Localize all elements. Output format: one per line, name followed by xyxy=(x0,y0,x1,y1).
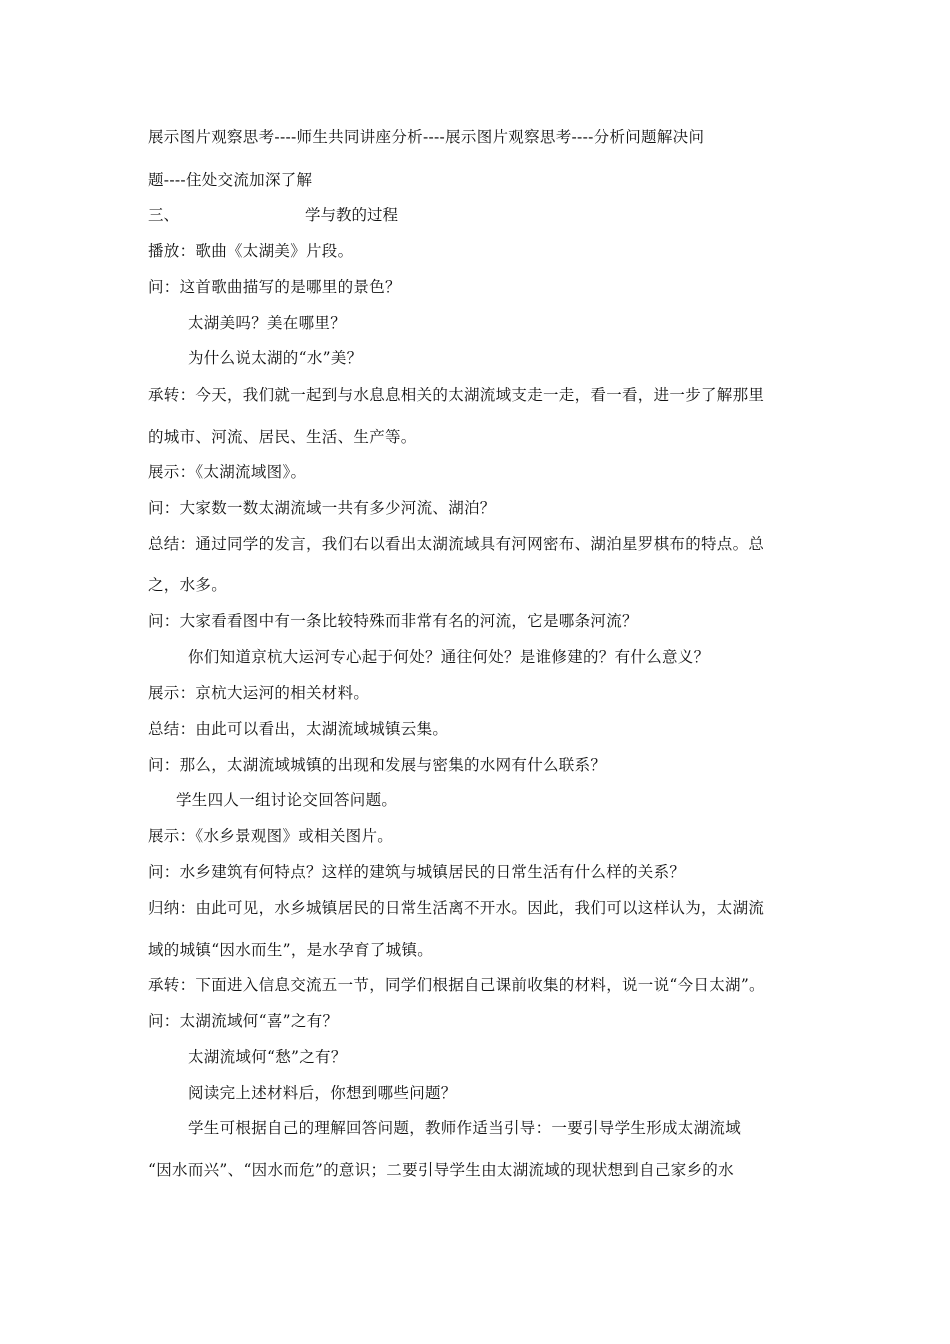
text-line-15: 展示：京杭大运河的相关材料。 xyxy=(148,684,370,702)
text-line-3: 播放：歌曲《太湖美》片段。 xyxy=(148,242,354,260)
text-line-19: 展示：《水乡景观图》或相关图片。 xyxy=(148,827,394,845)
text-line-5: 太湖美吗？美在哪里？ xyxy=(188,314,347,332)
text-line-12: 之，水多。 xyxy=(148,576,228,594)
text-line-27: 学生可根据自己的理解回答问题，教师作适当引导：一要引导学生形成太湖流域 xyxy=(188,1119,742,1137)
section-number: 三、 xyxy=(148,206,180,224)
text-line-6: 为什么说太湖的“水”美？ xyxy=(188,349,363,367)
text-line-18: 学生四人一组讨论交回答问题。 xyxy=(176,791,398,809)
text-line-13: 问：大家看看图中有一条比较特殊而非常有名的河流，它是哪条河流？ xyxy=(148,612,638,630)
text-line-2: 题----住处交流加深了解 xyxy=(148,171,313,189)
text-line-16: 总结：由此可以看出，太湖流域城镇云集。 xyxy=(148,720,449,738)
text-line-11: 总结：通过同学的发言，我们右以看出太湖流域具有河网密布、湖泊星罗棋布的特点。总 xyxy=(148,535,765,553)
text-line-23: 承转：下面进入信息交流五一节，同学们根据自己课前收集的材料，说一说“今日太湖”。 xyxy=(148,976,765,994)
text-line-24: 问：太湖流域何“喜”之有？ xyxy=(148,1012,339,1030)
text-line-17: 问：那么，太湖流域城镇的出现和发展与密集的水网有什么联系？ xyxy=(148,756,607,774)
text-line-8: 的城市、河流、居民、生活、生产等。 xyxy=(148,428,417,446)
text-line-22: 域的城镇“因水而生”，是水孕育了城镇。 xyxy=(148,941,434,959)
text-line-7: 承转：今天，我们就一起到与水息息相关的太湖流域支走一走，看一看，进一步了解那里 xyxy=(148,386,765,404)
text-line-20: 问：水乡建筑有何特点？这样的建筑与城镇居民的日常生活有什么样的关系？ xyxy=(148,863,686,881)
section-title: 学与教的过程 xyxy=(305,206,399,224)
text-line-26: 阅读完上述材料后，你想到哪些问题？ xyxy=(188,1084,457,1102)
text-line-28: “因水而兴”、“因水而危”的意识；二要引导学生由太湖流域的现状想到自己家乡的水 xyxy=(148,1161,734,1179)
text-line-25: 太湖流域何“愁”之有？ xyxy=(188,1048,347,1066)
text-line-1: 展示图片观察思考----师生共同讲座分析----展示图片观察思考----分析问题解决问 xyxy=(148,128,705,146)
text-line-10: 问：大家数一数太湖流域一共有多少河流、湖泊？ xyxy=(148,499,496,517)
text-line-4: 问：这首歌曲描写的是哪里的景色？ xyxy=(148,278,401,296)
text-line-14: 你们知道京杭大运河专心起于何处？通往何处？是谁修建的？有什么意义？ xyxy=(188,648,710,666)
text-line-21: 归纳：由此可见，水乡城镇居民的日常生活离不开水。因此，我们可以这样认为，太湖流 xyxy=(148,899,765,917)
text-line-9: 展示：《太湖流域图》。 xyxy=(148,463,307,481)
